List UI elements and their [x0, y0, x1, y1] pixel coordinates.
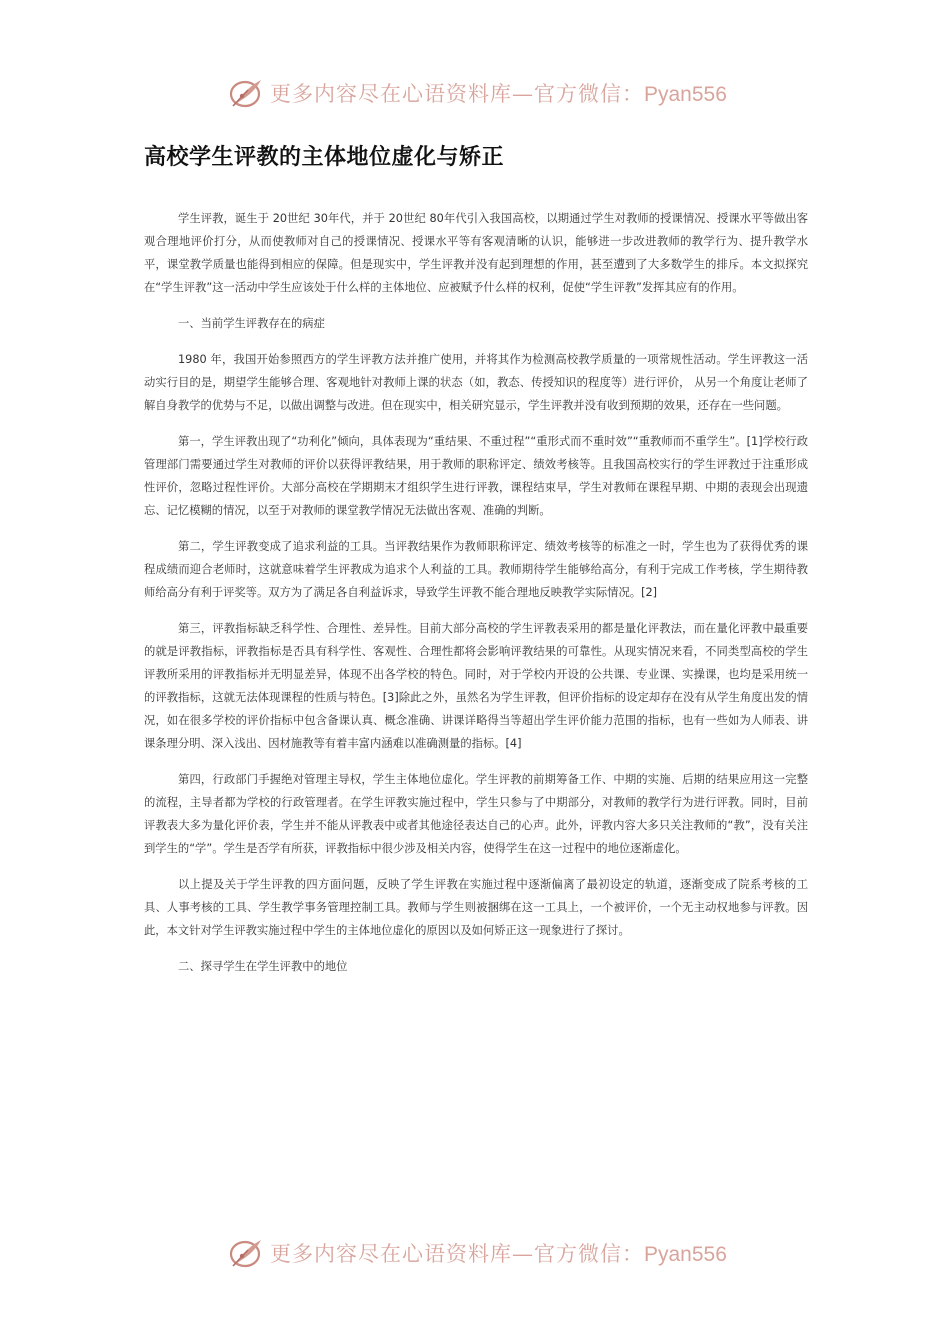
paragraph-point-4: 第四，行政部门手握绝对管理主导权，学生主体地位虚化。学生评教的前期筹备工作、中期的实施、后期的结果应用这一完整的流程，主导者都为学校的行政管理者。在学生评教实施过程中，学生只参与了中期部分，对教师的教学行为进行评教。同时，目前评教表大多为量化评价表，学生并不能从评教表中或者其他途径表达自己的心声。此外，评教内容大多只关注教师的“教”，没有关注到学生的“学”。学生是否学有所获，评教指标中很少涉及相关内容，使得学生在这一过程中的地位逐渐虚化。 — [144, 773, 808, 855]
feather-quill-logo-icon — [228, 1237, 264, 1269]
paragraph-background: 1980 年，我国开始参照西方的学生评教方法并推广使用，并将其作为检测高校教学质量的一项常规性活动。学生评教这一活动实行目的是，期望学生能够合理、客观地针对教师上课的状态（如，教态、传授知识的程度等）进行评价， 从另一个角度让老师了解自身教学的优势与不足，以做出调整与改进。但在现实中，相关研究显示，学生评教并没有收到预期的效果，还存在一些问题。 — [144, 353, 808, 412]
banner-slogan: 更多内容尽在心语资料库—官方微信： — [270, 82, 644, 106]
section-heading-2: 二、探寻学生在学生评教中的地位 — [178, 960, 348, 973]
banner-wechat-id: Pyan556 — [644, 1243, 727, 1266]
paragraph-point-2: 第二，学生评教变成了追求利益的工具。当评教结果作为教师职称评定、绩效考核等的标准之一时，学生也为了获得优秀的课程成绩而迎合老师时，这就意味着学生评教成为追求个人利益的工具。教师期待学生能够给高分，有利于完成工作考核，学生期待教师给高分有利于评奖等。双方为了满足各自利益诉求，导致学生评教不能合理地反映教学实际情况。[2] — [144, 540, 808, 599]
section-heading-1: 一、当前学生评教存在的病症 — [178, 317, 325, 330]
document-title: 高校学生评教的主体地位虚化与矫正 — [144, 145, 505, 170]
paragraph-point-1: 第一，学生评教出现了“功利化”倾向，具体表现为“重结果、不重过程”“重形式而不重时效”“重教师而不重学生”。[1]学校行政管理部门需要通过学生对教师的评价以获得评教结果，用于教师的职称评定、绩效考核等。且我国高校实行的学生评教过于注重形成性评价，忽略过程性评价。大部分高校在学期期末才组织学生进行评教，课程结束早，学生对教师在课程早期、中期的表现会出现遗忘、记忆模糊的情况，以至于对教师的课堂教学情况无法做出客观、准确的判断。 — [144, 435, 808, 517]
paragraph-summary: 以上提及关于学生评教的四方面问题，反映了学生评教在实施过程中逐渐偏离了最初设定的轨道，逐渐变成了院系考核的工具、人事考核的工具、学生教学事务管理控制工具。教师与学生则被捆绑在这一工具上，一个被评价，一个无主动权地参与评教。因此，本文针对学生评教实施过程中学生的主体地位虚化的原因以及如何矫正这一现象进行了探讨。 — [144, 878, 808, 937]
banner-slogan: 更多内容尽在心语资料库—官方微信： — [270, 1242, 644, 1266]
paragraph-intro: 学生评教，诞生于 20世纪 30年代，并于 20世纪 80年代引入我国高校，以期通过学生对教师的授课情况、授课水平等做出客观合理地评价打分，从而使教师对自己的授课情况、授课水平等有客观清晰的认识，能够进一步改进教师的教学行为、提升教学水平，课堂教学质量也能得到相应的保障。但是现实中，学生评教并没有起到理想的作用，甚至遭到了大多数学生的排斥。本文拟探究在“学生评教”这一活动中学生应该处于什么样的主体地位、应被赋予什么样的权利，促使“学生评教”发挥其应有的作用。 — [144, 212, 808, 294]
footer-banner — [228, 1236, 748, 1270]
banner-text — [270, 1238, 727, 1268]
banner-text — [270, 78, 727, 108]
paragraph-point-3: 第三，评教指标缺乏科学性、合理性、差异性。目前大部分高校的学生评教表采用的都是量化评教法，而在量化评教中最重要的就是评教指标，评教指标是否具有科学性、客观性、合理性都将会影响评教结果的可靠性。从现实情况来看，不同类型高校的学生评教所采用的评教指标并无明显差异，体现不出各学校的特色。同时，对于学校内开设的公共课、专业课、实操课，也均是采用统一的评教指标，这就无法体现课程的性质与特色。[3]除此之外，虽然名为学生评教，但评价指标的设定却存在没有从学生角度出发的情况，如在很多学校的评价指标中包含备课认真、概念准确、讲课详略得当等超出学生评价能力范围的指标，也有一些如为人师表、讲课条理分明、深入浅出、因材施教等有着丰富内涵难以准确测量的指标。[4] — [144, 622, 808, 750]
document-body — [144, 207, 808, 991]
banner-wechat-id: Pyan556 — [644, 83, 727, 106]
feather-quill-logo-icon — [228, 77, 264, 109]
header-banner — [228, 76, 748, 110]
